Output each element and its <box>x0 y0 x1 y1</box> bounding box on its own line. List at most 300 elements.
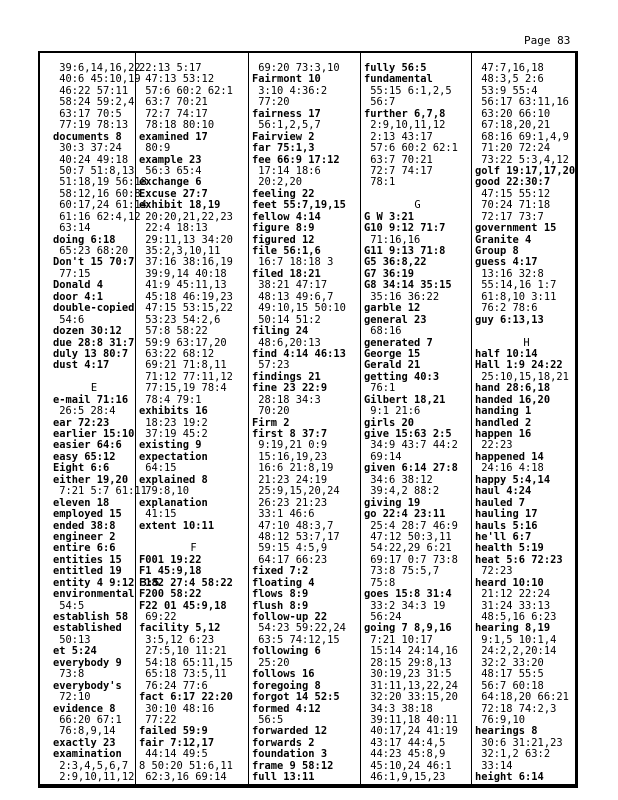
index-term: expectation <box>139 450 208 463</box>
index-reference: 16:6 21:8,19 <box>252 462 334 475</box>
index-reference: 25:10,15,18,21 <box>475 370 569 383</box>
index-reference: 65:18 73:5,11 <box>139 668 227 681</box>
index-reference: 27:5,10 11:21 <box>139 645 227 658</box>
index-reference: 80:9 <box>139 142 171 155</box>
index-reference: 75:8 <box>364 576 396 589</box>
index-reference: 71:16,16 <box>364 233 421 246</box>
index-term: guess 4:17 <box>475 256 538 269</box>
index-term: Don't 15 70:7 <box>53 256 135 269</box>
index-term: e-mail 71:16 <box>53 393 129 406</box>
index-term: dozen 30:12 <box>53 325 122 338</box>
index-reference: 9:1,5 10:1,4 <box>475 633 557 646</box>
index-term: fair 7:12,17 <box>139 736 215 749</box>
index-reference: 54:18 65:11,15 <box>139 656 233 669</box>
index-term: haul 4:24 <box>475 485 532 498</box>
index-reference: 44:14 49:5 <box>139 748 208 761</box>
index-term: hauled 7 <box>475 496 526 509</box>
index-reference: 76:24 77:6 <box>139 679 208 692</box>
index-term: fellow 4:14 <box>252 210 321 223</box>
index-term: evidence 8 <box>53 702 116 715</box>
index-term: garble 12 <box>364 302 421 315</box>
index-reference: 25:4 28:7 46:9 <box>364 519 458 532</box>
index-term: good 22:30:7 <box>475 176 551 189</box>
index-reference: 2:9,10,11,12 <box>364 119 446 132</box>
index-reference: 63:7 70:21 <box>364 153 433 166</box>
index-term: go 22:4 23:11 <box>364 508 446 521</box>
index-reference: 32:1,2 63:2 <box>475 748 551 761</box>
index-reference: 46:1,9,15,23 <box>364 771 446 784</box>
index-term: entities 15 <box>53 553 122 566</box>
index-term: either 19,20 <box>53 473 129 486</box>
index-term: existing 9 <box>139 439 202 452</box>
index-reference: 47:13 53:12 <box>139 73 215 86</box>
index-reference: 47:7,16,18 <box>475 62 544 74</box>
index-reference: 64:17 66:23 <box>252 553 328 566</box>
index-reference: 49:10,15 50:10 <box>252 302 346 315</box>
index-reference: 72:23 <box>475 565 513 578</box>
index-reference: 60:17,24 61:14 <box>53 199 147 212</box>
index-reference: 72:10 <box>53 691 91 704</box>
index-term: facility 5,12 <box>139 622 221 635</box>
index-reference: 34:9 43:7 44:2 <box>364 439 458 452</box>
index-reference: 56:7 <box>364 96 396 109</box>
index-reference: 61:16 62:4,12 <box>53 210 141 223</box>
index-reference: 79:8,10 <box>139 485 190 498</box>
index-term: G5 36:8,22 <box>364 256 427 269</box>
index-reference: 39:11,18 40:11 <box>364 713 458 726</box>
index-term: happy 5:4,14 <box>475 473 551 486</box>
index-term: going 7 8,9,16 <box>364 622 452 635</box>
index-term: G11 9:13 71:8 <box>364 245 446 257</box>
index-frame <box>38 51 578 788</box>
index-term: Hall 1:9 24:22 <box>475 359 563 372</box>
index-term: handled 2 <box>475 416 532 429</box>
index-reference: 24:16 4:18 <box>475 462 544 475</box>
index-term: G10 9:12 71:7 <box>364 222 446 235</box>
index-reference: 58:12,16 60:8 <box>53 187 141 200</box>
index-term: fee 66:9 17:12 <box>252 153 340 166</box>
index-reference: 22:23 <box>475 439 513 452</box>
index-reference: 56:5 <box>252 713 284 726</box>
index-term: exhibits 16 <box>139 405 208 418</box>
index-reference: 64:15 <box>139 462 177 475</box>
index-reference: 57:23 <box>252 359 290 372</box>
index-term: filed 18:21 <box>252 267 321 280</box>
index-term: Granite 4 <box>475 233 532 246</box>
index-reference: 67:18,20,21 <box>475 119 551 132</box>
index-term: exhibit 18,19 <box>139 199 221 212</box>
index-term: fixed 7:2 <box>252 565 309 578</box>
index-term: Donald 4 <box>53 279 104 292</box>
index-reference: 39:4,2 88:2 <box>364 485 440 498</box>
index-term: duly 13 80:7 <box>53 347 129 360</box>
index-reference: 28:15 29:8,13 <box>364 656 452 669</box>
index-reference: 47:10 48:3,7 <box>252 519 334 532</box>
index-term: George 15 <box>364 347 421 360</box>
index-term: give 15:63 2:5 <box>364 428 452 440</box>
index-reference: 35:2,3,10,11 <box>139 245 221 257</box>
index-term: easy 65:12 <box>53 450 116 463</box>
index-term: F22 01 45:9,18 <box>139 599 227 612</box>
index-reference: 24:2,2,20:14 <box>475 645 557 658</box>
index-term: first 8 37:7 <box>252 428 328 440</box>
index-term: failed 59:9 <box>139 725 208 738</box>
index-reference: 32:2 33:20 <box>475 656 544 669</box>
index-reference: 41:9 45:11,13 <box>139 279 227 292</box>
index-reference: 33:1 46:6 <box>252 508 315 521</box>
index-reference: 35:16 36:22 <box>364 290 440 303</box>
section-letter: E <box>90 382 98 395</box>
index-reference: 72:7 74:17 <box>364 164 433 177</box>
index-reference: 3:5,12 6:23 <box>139 633 215 646</box>
index-reference: 56:1,2,5,7 <box>252 119 321 132</box>
index-term: forgot 14 52:5 <box>252 691 340 704</box>
index-term: girls 20 <box>364 416 415 429</box>
index-term: G W 3:21 <box>364 210 415 223</box>
index-reference: 20:20,21,22,23 <box>139 210 233 223</box>
index-reference: 28:18 34:3 <box>252 393 321 406</box>
index-reference: 54:6 <box>53 313 85 326</box>
index-term: Fairmont 10 <box>252 73 321 86</box>
index-term: Gilbert 18,21 <box>364 393 446 406</box>
index-term: frame 9 58:12 <box>252 759 334 772</box>
index-term: find 4:14 46:13 <box>252 347 346 360</box>
index-reference: 55:15 6:1,2,5 <box>364 84 452 97</box>
index-term: government 15 <box>475 222 557 235</box>
index-term: fairness 17 <box>252 107 321 120</box>
index-reference: 59:9 63:17,20 <box>139 336 227 349</box>
index-term: F182 27:4 58:22 <box>139 576 233 589</box>
index-reference: 71:20 72:24 <box>475 142 551 155</box>
index-term: forwards 2 <box>252 736 315 749</box>
index-term: door 4:1 <box>53 290 104 303</box>
index-term: eleven 18 <box>53 496 110 509</box>
index-term: giving 19 <box>364 496 421 509</box>
index-term: figured 12 <box>252 233 315 246</box>
index-term: G8 34:14 35:15 <box>364 279 452 292</box>
index-term: easier 64:6 <box>53 439 122 452</box>
index-reference: 45:10,24 46:1 <box>364 759 452 772</box>
index-reference: 77:15,19 78:4 <box>139 382 227 395</box>
index-reference: 70:24 71:18 <box>475 199 551 212</box>
index-reference: 69:14 <box>364 450 402 463</box>
index-reference: 63:20 66:10 <box>475 107 551 120</box>
index-term: follow-up 22 <box>252 611 328 623</box>
index-term: Eight 6:6 <box>53 462 110 475</box>
index-term: establish 58 <box>53 611 129 623</box>
index-term: exactly 23 <box>53 736 116 749</box>
index-reference: 76:1 <box>364 382 396 395</box>
index-term: established <box>53 622 122 635</box>
index-reference: 63:5 74:12,15 <box>252 633 340 646</box>
index-reference: 63:22 68:12 <box>139 347 215 360</box>
index-reference: 53:9 55:4 <box>475 84 538 97</box>
index-term: explanation <box>139 496 208 509</box>
index-reference: 78:4 79:1 <box>139 393 202 406</box>
index-reference: 39:9,14 40:18 <box>139 267 227 280</box>
index-term: further 6,7,8 <box>364 107 446 120</box>
index-reference: 47:15 55:12 <box>475 187 551 200</box>
index-term: environmental <box>53 588 135 601</box>
index-reference: 55:14,16 1:7 <box>475 279 557 292</box>
index-reference: 48:5,16 6:23 <box>475 611 557 623</box>
index-reference: 17:14 18:6 <box>252 164 321 177</box>
index-term: getting 40:3 <box>364 370 440 383</box>
index-reference: 37:19 45:2 <box>139 428 208 440</box>
index-term: explained 8 <box>139 473 208 486</box>
index-reference: 9:1 21:6 <box>364 405 421 418</box>
index-term: fundamental <box>364 73 433 86</box>
index-term: exchange 6 <box>139 176 202 189</box>
index-term: foregoing 8 <box>252 679 321 692</box>
index-reference: 22:13 5:17 <box>139 62 202 74</box>
index-reference: 72:17 73:7 <box>475 210 544 223</box>
index-reference: 59:15 4:5,9 <box>252 542 328 555</box>
index-term: flush 8:9 <box>252 599 309 612</box>
index-reference: 31:11,13,22,24 <box>364 679 458 692</box>
index-column-2 <box>136 63 248 784</box>
index-reference: 40:24 49:18 <box>53 153 129 166</box>
index-term: fine 23 22:9 <box>252 382 328 395</box>
index-term: generated 7 <box>364 336 433 349</box>
index-reference: 22:4 18:13 <box>139 222 208 235</box>
index-term: F1 45:9,18 <box>139 565 202 578</box>
index-term: goes 15:8 31:4 <box>364 588 452 601</box>
index-reference: 63:14 <box>53 222 91 235</box>
index-reference: 69:17 0:7 73:8 <box>364 553 458 566</box>
index-reference: 30:6 31:21,23 <box>475 736 563 749</box>
index-reference: 20:2,20 <box>252 176 303 189</box>
index-reference: 65:23 68:20 <box>53 245 129 257</box>
index-term: formed 4:12 <box>252 702 321 715</box>
index-term: dust 4:17 <box>53 359 110 372</box>
index-reference: 76:8,9,14 <box>53 725 116 738</box>
index-reference: 77:20 <box>252 96 290 109</box>
index-reference: 26:23 21:23 <box>252 496 328 509</box>
index-reference: 63:7 70:21 <box>139 96 208 109</box>
index-reference: 72:18 74:2,3 <box>475 702 557 715</box>
index-reference: 68:16 <box>364 325 402 338</box>
index-term: doing 6:18 <box>53 233 116 246</box>
index-term: forwarded 12 <box>252 725 328 738</box>
index-term: feeling 22 <box>252 187 315 200</box>
index-reference: 21:23 24:19 <box>252 473 328 486</box>
index-reference: 51:18,19 56:18 <box>53 176 147 189</box>
index-reference: 40:17,24 41:19 <box>364 725 458 738</box>
index-term: half 10:14 <box>475 347 538 360</box>
index-term: heat 5:6 72:23 <box>475 553 563 566</box>
index-term: hauling 17 <box>475 508 538 521</box>
index-reference: 76:2 78:6 <box>475 302 538 315</box>
index-term: examined 17 <box>139 130 208 143</box>
index-reference: 34:6 38:12 <box>364 473 433 486</box>
index-term: figure 8:9 <box>252 222 315 235</box>
index-term: height 6:14 <box>475 771 544 784</box>
index-reference: 71:12 77:11,12 <box>139 370 233 383</box>
index-reference: 57:8 58:22 <box>139 325 208 338</box>
index-reference: 7:21 10:17 <box>364 633 433 646</box>
index-reference: 29:11,13 34:20 <box>139 233 233 246</box>
index-term: floating 4 <box>252 576 315 589</box>
index-term: he'll 6:7 <box>475 530 532 543</box>
index-reference: 18:23 19:2 <box>139 416 208 429</box>
index-term: following 6 <box>252 645 321 658</box>
index-reference: 62:3,16 69:14 <box>139 771 227 784</box>
index-reference: 48:12 53:7,17 <box>252 530 340 543</box>
index-reference: 73:8 <box>53 668 85 681</box>
index-reference: 15:16,19,23 <box>252 450 328 463</box>
index-reference: 54:23 59:22,24 <box>252 622 346 635</box>
index-reference: 48:17 55:5 <box>475 668 544 681</box>
index-column-4 <box>361 63 471 784</box>
index-reference: 50:14 51:2 <box>252 313 321 326</box>
index-term: everybody's <box>53 679 122 692</box>
index-reference: 30:3 37:24 <box>53 142 122 155</box>
index-reference: 54:22,29 6:21 <box>364 542 452 555</box>
index-reference: 9:19,21 0:9 <box>252 439 328 452</box>
index-reference: 58:24 59:2,4 <box>53 96 135 109</box>
index-reference: 66:20 67:1 <box>53 713 122 726</box>
index-reference: 2:3,4,5,6,7 <box>53 759 129 772</box>
index-term: heard 10:10 <box>475 576 544 589</box>
index-reference: 57:6 60:2 62:1 <box>364 142 458 155</box>
index-term: F200 58:22 <box>139 588 202 601</box>
index-term: G7 36:19 <box>364 267 415 280</box>
index-term: entity 4 9:12 3:5 <box>53 576 160 589</box>
index-reference: 76:9,10 <box>475 713 526 726</box>
index-reference: 56:3 65:4 <box>139 164 202 177</box>
index-term: guy 6:13,13 <box>475 313 544 326</box>
index-term: extent 10:11 <box>139 519 215 532</box>
index-term: Group 8 <box>475 245 519 257</box>
index-reference: 39:6,14,16,22 <box>53 62 141 74</box>
index-term: fact 6:17 22:20 <box>139 691 233 704</box>
page-number: Page 83 <box>524 34 571 47</box>
index-reference: 56:17 63:11,16 <box>475 96 569 109</box>
index-reference: 57:6 60:2 62:1 <box>139 84 233 97</box>
index-term: follows 16 <box>252 668 315 681</box>
index-term: engineer 2 <box>53 530 116 543</box>
index-column-5 <box>472 63 578 784</box>
section-letter: G <box>414 199 421 212</box>
index-term: double-copied <box>53 302 135 315</box>
index-term: filing 24 <box>252 325 309 338</box>
section-letter: F <box>190 542 197 555</box>
index-reference: 30:19,23 31:5 <box>364 668 452 681</box>
index-reference: 48:13 49:6,7 <box>252 290 334 303</box>
index-term: flows 8:9 <box>252 588 309 601</box>
index-reference: 78:1 <box>364 176 396 189</box>
blank-line <box>475 326 578 337</box>
index-reference: 40:6 45:10,19 <box>53 73 141 86</box>
index-reference: 77:22 <box>139 713 177 726</box>
index-reference: 47:15 53:15,22 <box>139 302 233 315</box>
index-term: documents 8 <box>53 130 122 143</box>
index-reference: 56:7 60:18 <box>475 679 544 692</box>
index-reference: 68:16 69:1,4,9 <box>475 130 569 143</box>
index-term: happen 16 <box>475 428 532 440</box>
index-reference: 70:20 <box>252 405 290 418</box>
index-term: given 6:14 27:8 <box>364 462 458 475</box>
index-reference: 47:12 50:3,11 <box>364 530 452 543</box>
index-reference: 25:20 <box>252 656 290 669</box>
index-reference: 53:23 54:2,6 <box>139 313 221 326</box>
index-reference: 44:23 45:8,9 <box>364 748 446 761</box>
index-reference: 16:7 18:18 3 <box>252 256 334 269</box>
index-term: F001 19:22 <box>139 553 202 566</box>
index-reference: 13:16 32:8 <box>475 267 544 280</box>
index-reference: 33:2 34:3 19 <box>364 599 446 612</box>
index-term: full 13:11 <box>252 771 315 784</box>
index-reference: 48:6,20:13 <box>252 336 321 349</box>
index-reference: 61:8,10 3:11 <box>475 290 557 303</box>
index-term: general 23 <box>364 313 427 326</box>
index-term: ended 38:8 <box>53 519 116 532</box>
index-reference: 38:21 47:17 <box>252 279 328 292</box>
index-reference: 63:17 70:5 <box>53 107 122 120</box>
index-term: Excuse 27:7 <box>139 187 208 200</box>
index-reference: 2:9,10,11,12 <box>53 771 135 784</box>
index-term: examination <box>53 748 122 761</box>
index-reference: 77:19 78:13 <box>53 119 129 132</box>
index-reference: 69:21 71:8,11 <box>139 359 227 372</box>
index-term: everybody 9 <box>53 656 122 669</box>
index-reference: 72:7 74:17 <box>139 107 208 120</box>
index-term: handing 1 <box>475 405 532 418</box>
index-reference: 56:24 <box>364 611 402 623</box>
index-reference: 25:9,15,20,24 <box>252 485 340 498</box>
index-term: due 28:8 31:7 <box>53 336 135 349</box>
index-term: hearings 8 <box>475 725 538 738</box>
index-term: findings 21 <box>252 370 321 383</box>
section-letter: H <box>523 336 530 349</box>
index-reference: 30:10 48:16 <box>139 702 215 715</box>
index-reference: 31:24 33:13 <box>475 599 551 612</box>
index-reference: 54:5 <box>53 599 85 612</box>
index-reference: 78:18 80:10 <box>139 119 215 132</box>
index-reference: 69:22 <box>139 611 177 623</box>
index-reference: 37:16 38:16,19 <box>139 256 233 269</box>
index-reference: 69:20 73:3,10 <box>252 62 340 74</box>
index-column-3 <box>249 63 360 784</box>
index-reference: 33:14 <box>475 759 513 772</box>
index-reference: 7:21 5:7 61:11 <box>53 485 147 498</box>
index-reference: 3:10 4:36:2 <box>252 84 328 97</box>
index-reference: 50:13 <box>53 633 91 646</box>
index-reference: 41:15 <box>139 508 177 521</box>
index-reference: 8 50:20 51:6,11 <box>139 759 233 772</box>
index-reference: 46:22 57:11 <box>53 84 129 97</box>
index-term: foundation 3 <box>252 748 328 761</box>
index-reference: 48:3,5 2:6 <box>475 73 544 86</box>
index-term: file 56:1,6 <box>252 245 321 257</box>
index-term: fully 56:5 <box>364 62 427 74</box>
index-term: far 75:1,3 <box>252 142 315 155</box>
index-reference: 34:3 38:18 <box>364 702 433 715</box>
index-reference: 32:20 33:15,20 <box>364 691 458 704</box>
index-reference: 73:8 75:5,7 <box>364 565 440 578</box>
index-term: employed 15 <box>53 508 122 521</box>
index-term: handed 16,20 <box>475 393 551 406</box>
index-term: entitled 19 <box>53 565 122 578</box>
index-term: ear 72:23 <box>53 416 110 429</box>
index-reference: 26:5 28:4 <box>53 405 116 418</box>
index-reference: 50:7 51:8,13 <box>53 164 135 177</box>
index-term: example 23 <box>139 153 202 166</box>
index-reference: 43:17 44:4,5 <box>364 736 446 749</box>
index-term: feet 55:7,19,15 <box>252 199 346 212</box>
index-term: Gerald 21 <box>364 359 421 372</box>
